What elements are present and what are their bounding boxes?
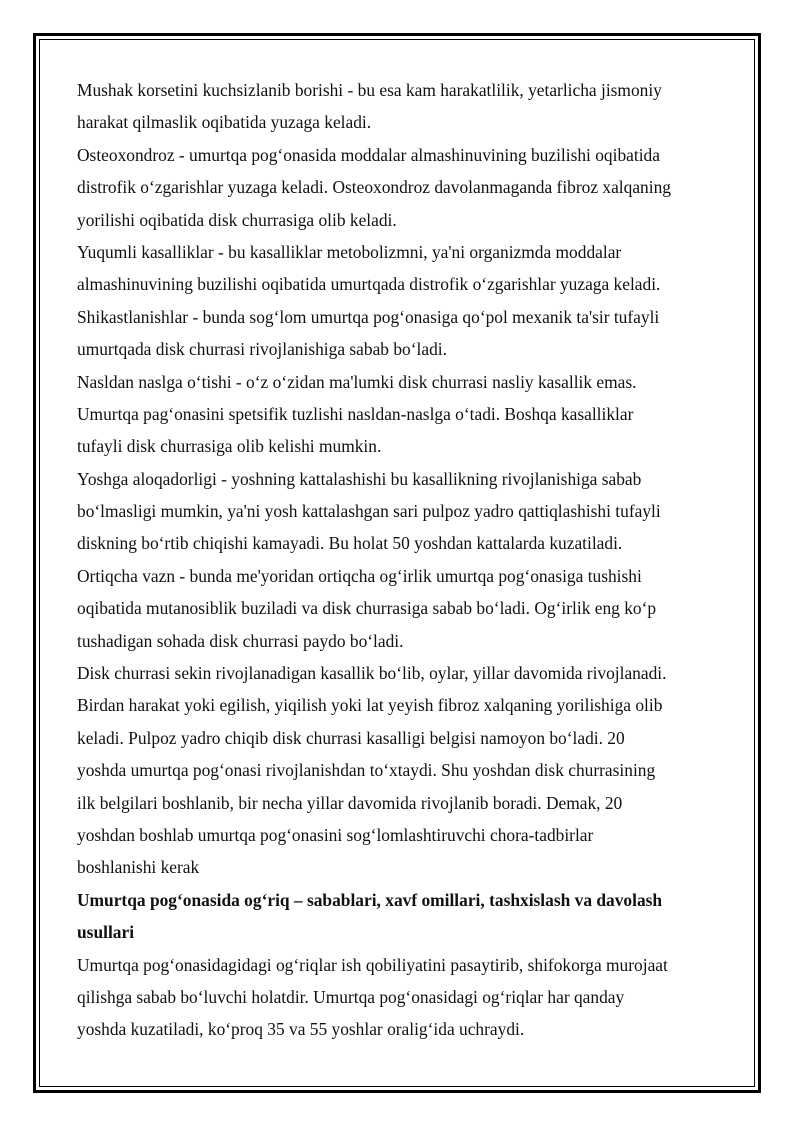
text-line: umurtqada disk churrasi rivojlanishiga sabab bo‘ladi. [77,339,447,360]
text-line: diskning bo‘rtib chiqishi kamayadi. Bu holat 50 yoshdan kattalarda kuzatiladi. [77,533,623,554]
text-line: Ortiqcha vazn - bunda me'yoridan ortiqcha og‘irlik umurtqa pog‘onasiga tushishi [77,565,642,586]
text-line: Umurtqa pog‘onasidagidagi og‘riqlar ish qobiliyatini pasaytirib, shifokorga murojaat [77,954,668,975]
text-line: distrofik o‘zgarishlar yuzaga keladi. Osteoxondroz davolanmaganda fibroz xalqaning [77,177,671,198]
text-line: tushadigan sohada disk churrasi paydo bo‘ladi. [77,630,404,651]
text-line: Yuqumli kasalliklar - bu kasalliklar metobolizmni, ya'ni organizmda moddalar [77,241,622,262]
text-line: yoshda umurtqa pog‘onasi rivojlanishdan to‘xtaydi. Shu yoshdan disk churrasining [77,760,656,781]
text-line: Birdan harakat yoki egilish, yiqilish yoki lat yeyish fibroz xalqaning yorilishiga olib [77,695,663,716]
text-line: Umurtqa pag‘onasini spetsifik tuzlishi nasldan-naslga o‘tadi. Boshqa kasalliklar [77,403,634,424]
text-line: Shikastlanishlar - bunda sog‘lom umurtqa pog‘onasiga qo‘pol mexanik ta'sir tufayli [77,306,660,327]
text-line: qilishga sabab bo‘luvchi holatdir. Umurtqa pog‘onasidagi og‘riqlar har qanday [77,986,625,1007]
text-line: Disk churrasi sekin rivojlanadigan kasallik bo‘lib, oylar, yillar davomida rivojlanadi. [77,663,667,684]
document-body [77,74,727,1046]
text-line: bo‘lmasligi mumkin, ya'ni yosh kattalashgan sari pulpoz yadro qattiqlashishi tufayli [77,501,661,522]
text-line: yorilishi oqibatida disk churrasiga olib keladi. [77,209,397,230]
text-line: boshlanishi kerak [77,857,200,878]
text-line: oqibatida mutanosiblik buziladi va disk churrasiga sabab bo‘ladi. Og‘irlik eng ko‘p [77,598,657,619]
text-line: Mushak korsetini kuchsizlanib borishi - bu esa kam harakatlilik, yetarlicha jismoniy [77,80,662,100]
section-heading-line: usullari [77,922,135,943]
text-line: yoshda kuzatiladi, ko‘proq 35 va 55 yoshlar oralig‘ida uchraydi. [77,1019,525,1040]
text-line: Nasldan naslga o‘tishi - o‘z o‘zidan ma'lumki disk churrasi nasliy kasallik emas. [77,371,637,392]
text-line: yoshdan boshlab umurtqa pog‘onasini sog‘lomlashtiruvchi chora-tadbirlar [77,824,594,845]
text-line: tufayli disk churrasiga olib kelishi mumkin. [77,436,382,457]
text-line: ilk belgilari boshlanib, bir necha yillar davomida rivojlanib boradi. Demak, 20 [77,792,623,813]
text-line: Osteoxondroz - umurtqa pog‘onasida moddalar almashinuvining buzilishi oqibatida [77,144,660,165]
text-line: almashinuvining buzilishi oqibatida umurtqada distrofik o‘zgarishlar yuzaga keladi. [77,274,661,295]
section-heading-line: Umurtqa pog‘onasida og‘riq – sabablari, xavf omillari, tashxislash va davolash [77,889,663,910]
text-line: harakat qilmaslik oqibatida yuzaga keladi. [77,112,372,133]
text-line: keladi. Pulpoz yadro chiqib disk churrasi kasalligi belgisi namoyon bo‘ladi. 20 [77,727,625,748]
text-line: Yoshga aloqadorligi - yoshning kattalashishi bu kasallikning rivojlanishiga sabab [77,468,642,489]
